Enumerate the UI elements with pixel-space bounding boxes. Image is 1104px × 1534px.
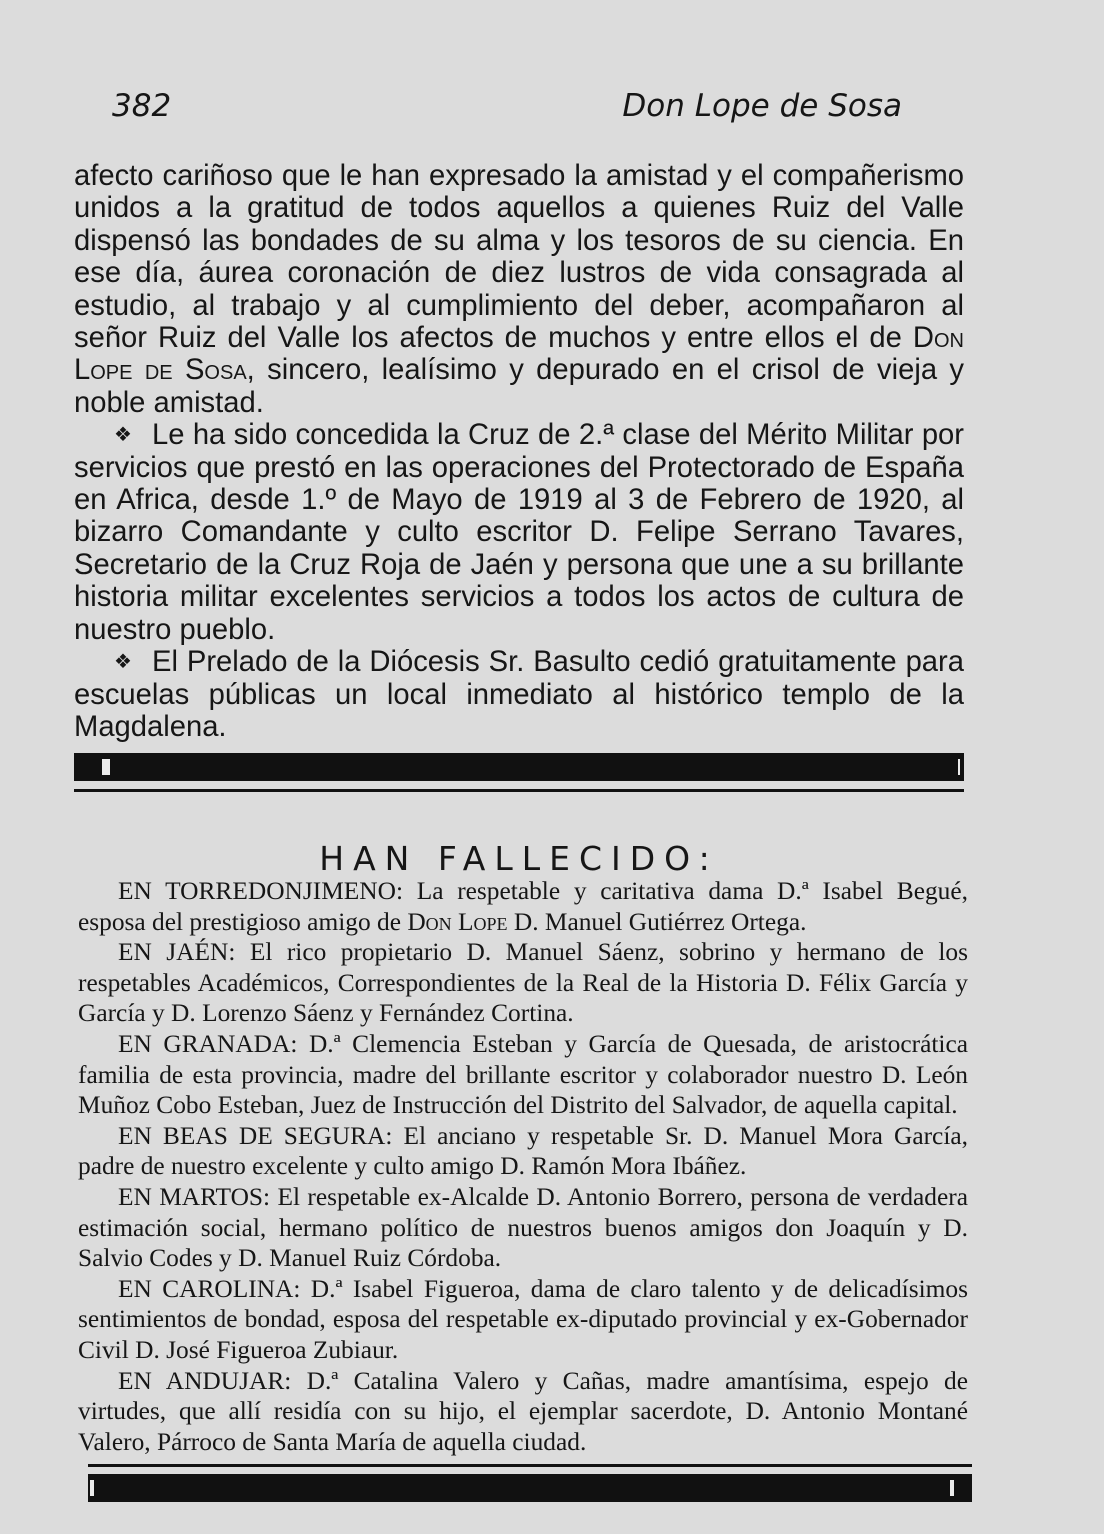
- section-title-obituaries: HAN FALLECIDO:: [319, 839, 719, 879]
- news-item: ❖ Le ha sido concedida la Cruz de 2.ª clase del Mérito Militar por servicios que prestó en las operaciones del Protectorado de España en Africa, desde 1.º de Mayo de 1919 al 3 de Febrero de 1920, al bizarro Comandante y culto escritor D. Felipe Serrano Tavares, Secretario de la Cruz Roja de Jaén y persona que une a su brillante historia militar excelentes servicios a todos los actos de cultura de nuestro pueblo.: [74, 419, 964, 646]
- page-number: 382: [112, 88, 172, 124]
- diamond-bullet-icon: ❖: [114, 424, 132, 447]
- obituaries-list: [78, 876, 968, 1457]
- obituary-entry-granada: EN GRANADA: D.ª Clemencia Esteban y García de Quesada, de aristocrática familia de esta provincia, madre del brillante escritor y colaborador nuestro D. León Muñoz Cobo Esteban, Juez de Instrucción del Distrito del Salvador, de aquella capital.: [78, 1029, 968, 1120]
- diamond-bullet-icon: ❖: [114, 651, 132, 674]
- ornamental-rule-bottom: [88, 1474, 972, 1502]
- obituary-entry-martos: EN MARTOS: El respetable ex-Alcalde D. Antonio Borrero, persona de verdadera estimación social, hermano político de nuestros buenos amigos don Joaquín y D. Salvio Codes y D. Manuel Ruiz Córdoba.: [78, 1182, 968, 1273]
- obituary-entry-beas-de-segura: EN BEAS DE SEGURA: El anciano y respetable Sr. D. Manuel Mora García, padre de nuestro excelente y culto amigo D. Ramón Mora Ibáñez.: [78, 1121, 968, 1181]
- news-section: [74, 160, 964, 743]
- obituary-entry-carolina: EN CAROLINA: D.ª Isabel Figueroa, dama de claro talento y de delicadísimos sentimientos de bondad, esposa del respetable ex-diputado provincial y ex-Gobernador Civil D. José Figueroa Zubiaur.: [78, 1274, 968, 1364]
- divider-line: [74, 789, 964, 792]
- obituary-entry-jaen: EN JAÉN: El rico propietario D. Manuel Sáenz, sobrino y hermano de los respetables Académicos, Correspondientes de la Real de la Historia D. Félix García y García y D. Lorenzo Sáenz y Fernández Cortina.: [78, 938, 969, 1028]
- ornamental-rule-top: [74, 753, 964, 781]
- journal-title: Don Lope de Sosa: [622, 88, 902, 124]
- obituary-entry-andujar: EN ANDUJAR: D.ª Catalina Valero y Cañas, madre amantísima, espejo de virtudes, que allí residía con su hijo, el ejemplar sacerdote, D. Antonio Montané Valero, Párroco de Santa María de aquella ciudad.: [78, 1366, 968, 1456]
- news-paragraph-continuation: afecto cariñoso que le han expresado la amistad y el compañerismo unidos a la gratitud de todos aquellos a quienes Ruiz del Valle dispensó las bondades de su alma y los tesoros de su ciencia. En ese día, áurea coronación de diez lustros de vida consagrada al estudio, al trabajo y al cumplimiento del deber, acompañaron al señor Ruiz del Valle los afectos de muchos y entre ellos el de Don Lope de Sosa, sincero, lealísimo y depurado en el crisol de vieja y noble amistad.: [74, 160, 964, 419]
- journal-name-small-caps: Don Lope de Sosa: [74, 322, 964, 387]
- obituary-entry-torredonjimeno: EN TORREDONJIMENO: La respetable y caritativa dama D.ª Isabel Begué, esposa del prestigioso amigo de Don Lope D. Manuel Gutiérrez Ortega.: [78, 877, 968, 936]
- divider-line-bottom: [88, 1464, 972, 1467]
- running-header: [112, 88, 902, 134]
- news-item: ❖ El Prelado de la Diócesis Sr. Basulto cedió gratuitamente para escuelas públicas un local inmediato al histórico templo de la Magdalena.: [74, 646, 964, 743]
